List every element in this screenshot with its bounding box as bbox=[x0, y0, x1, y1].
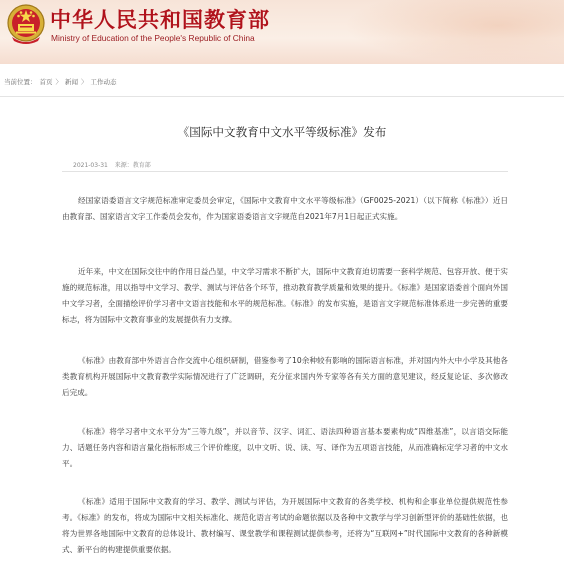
article-meta bbox=[73, 160, 156, 169]
article-title: 《国际中文教育中文水平等级标准》发布 bbox=[177, 125, 387, 139]
article-paragraph-2: 近年来，中文在国际交往中的作用日益凸显，中文学习需求不断扩大，国际中文教育迫切需要一套科学规范、包容开放、便于实施的规范标准，用以指导中文学习、教学、测试与评估各个环节，推动教育教学质量和效果的提升。《标准》是国家语委首个面向外国中文学习者，全面描绘评价学习者中文语言技能和水平的规范标准。《标准》的发布实施，是语言文字规范标准体系进一步完善的重要标志，将为国际中文教育事业的发展提供有力支撑。 bbox=[62, 267, 508, 324]
divider bbox=[0, 96, 564, 97]
breadcrumb-item-work-news[interactable]: 工作动态 bbox=[90, 78, 117, 86]
breadcrumb-item-news[interactable]: 新闻 bbox=[65, 78, 78, 86]
site-header bbox=[0, 0, 564, 64]
breadcrumb-separator: 〉 bbox=[55, 78, 62, 86]
article-paragraph-5: 《标准》适用于国际中文教育的学习、教学、测试与评估，为开展国际中文教育的各类学校、机构和企事业单位提供规范性参考。《标准》的发布，将成为国际中文相关标准化、规范化语言考试的命题依据以及各种中文教学与学习创新型评价的基础性依据，也将为世界各地国际中文教育的总体设计、教材编写、课堂教学和课程测试提供参考，还将为“互联网+”时代国际中文教育的各种新模式、新平台的构建提供重要依据。 bbox=[62, 497, 508, 554]
breadcrumb bbox=[0, 74, 564, 90]
article-paragraph-1: 经国家语委语言文字规范标准审定委员会审定，《国际中文教育中文水平等级标准》（GF0025-2021）（以下简称《标准》）近日由教育部、国家语言文字工作委员会发布，作为国家语委语言文字规范自2021年7月1日起正式实施。 bbox=[62, 196, 508, 221]
breadcrumb-separator: 〉 bbox=[81, 78, 88, 86]
article-paragraph-4: 《标准》将学习者中文水平分为“三等九级”，并以音节、汉字、词汇、语法四种语言基本要素构成“四维基准”，以言语交际能力、话题任务内容和语言量化指标形成三个评价维度，以中文听、说、读、写、译作为五项语言技能，从而准确标定学习者的中文水平。 bbox=[62, 427, 508, 468]
ministry-name-en: Ministry of Education of the People's Republic of China bbox=[51, 33, 255, 43]
article-paragraph-3: 《标准》由教育部中外语言合作交流中心组织研制，借鉴参考了10余种较有影响的国际语言标准，并对国内外大中小学及其他各类教育机构开展国际中文教育教学实际情况进行了广泛调研，充分征求国内外专家等各有关方面的意见建议，经反复论证、多次修改后完成。 bbox=[62, 356, 508, 397]
meta-divider bbox=[62, 171, 508, 172]
article-source: 来源：教育部 bbox=[114, 162, 151, 169]
ministry-name-cn[interactable]: 中华人民共和国教育部 bbox=[50, 8, 270, 32]
breadcrumb-prefix: 当前位置： bbox=[4, 78, 37, 86]
national-emblem-icon[interactable] bbox=[6, 3, 46, 45]
publish-date: 2021-03-31 bbox=[73, 162, 108, 169]
breadcrumb-item-home[interactable]: 首页 bbox=[39, 78, 53, 86]
header-decoration bbox=[344, 0, 564, 64]
